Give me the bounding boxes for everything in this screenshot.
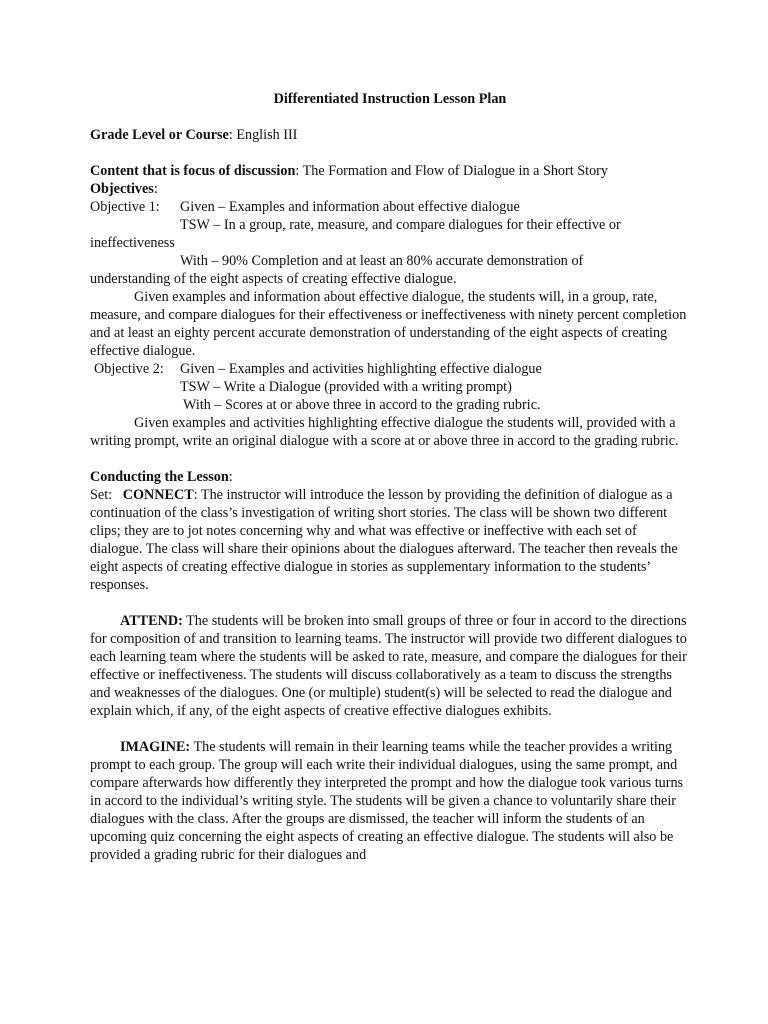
objective1-tsw-cont: ineffectiveness [90,235,175,251]
document-page [90,90,690,864]
spacer [90,720,690,738]
connect-label: CONNECT [122,487,194,503]
objective1-with: With – 90% Completion and at least an 80% accurate demonstration of [180,253,584,269]
conducting-heading: Conducting the Lesson: [90,469,233,485]
set-prefix: Set: [90,487,113,503]
content-line: Content that is focus of discussion: The Formation and Flow of Dialogue in a Short Story [90,163,608,179]
attend-label: ATTEND: [120,613,183,629]
objective2-with: With – Scores at or above three in accord to the grading rubric. [183,397,541,413]
connect-text: : The instructor will introduce the lesson by providing the definition of dialogue as a continuation of the class’s investigation of writing short stories. The class will be shown two different clips; they are to jot notes concerning why and what was effective or ineffective with each set of dialogue. The class will share their opinions about the dialogues afterward. The teacher then reveals the eight aspects of creating effective dialogue in stories as supplementary information to the students’ responses. [90,487,678,593]
content-value: The Formation and Flow of Dialogue in a Short Story [302,163,608,179]
objective2-tsw: TSW – Write a Dialogue (provided with a writing prompt) [180,379,512,395]
objective1-given: Given – Examples and information about effective dialogue [180,199,520,215]
grade-value: English III [236,127,298,143]
objective1-given-row [90,198,690,216]
attend-text: The students will be broken into small groups of three or four in accord to the directions for composition of and transition to learning teams. The instructor will provide two different dialogues to each learning team where the students will be asked to rate, measure, and compare the dialogues for their effective or ineffectiveness. The students will discuss collaboratively as a team to discuss the strengths and weaknesses of the dialogues. One (or multiple) student(s) will be selected to read the dialogue and explain which, if any, of the eight aspects of creative effective dialogues exhibits. [90,613,687,719]
spacer [90,450,690,468]
objective1-summary: Given examples and information about effective dialogue, the students will, in a group, rate, measure, and compare dialogues for their effectiveness or ineffectiveness with ninety percent completion and at least an eighty percent accurate demonstration of understanding of the eight aspects of creating effective dialogue. [90,289,687,359]
objectives-heading: Objectives: [90,181,158,197]
objective1-with-cont: understanding of the eight aspects of creating effective dialogue. [90,271,457,287]
imagine-text: The students will remain in their learning teams while the teacher provides a writing prompt to each group. The group will each write their individual dialogues, using the same prompt, and compare afterwards how differently they interpreted the prompt and how the dialogue took various turns in accord to the individual’s writing style. The students will be given a chance to voluntarily share their dialogues with the class. After the groups are dismissed, the teacher will inform the students of an upcoming quiz concerning the eight aspects of creating an effective dialogue. The students will also be provided a grading rubric for their dialogues and [90,739,684,863]
attend-paragraph [90,612,690,720]
objective2-label: Objective 2: [94,361,164,377]
objective2-summary: Given examples and activities highlighting effective dialogue the students will, provided with a writing prompt, write an original dialogue with a score at or above three in accord to the grading rubric. [90,415,679,449]
connect-paragraph [90,486,690,594]
spacer [90,594,690,612]
spacer [90,144,690,162]
objective2-given: Given – Examples and activities highlighting effective dialogue [180,361,542,377]
content-label: Content that is focus of discussion [90,163,296,179]
objective1-label: Objective 1: [90,199,160,215]
objective1-tsw: TSW – In a group, rate, measure, and compare dialogues for their effective or [180,217,621,233]
imagine-paragraph [90,738,690,864]
grade-label: Grade Level or Course [90,127,229,143]
imagine-label: IMAGINE: [120,739,191,755]
grade-line: Grade Level or Course: English III [90,127,298,143]
objective2-given-row [90,360,690,378]
document-title: Differentiated Instruction Lesson Plan [273,91,507,107]
